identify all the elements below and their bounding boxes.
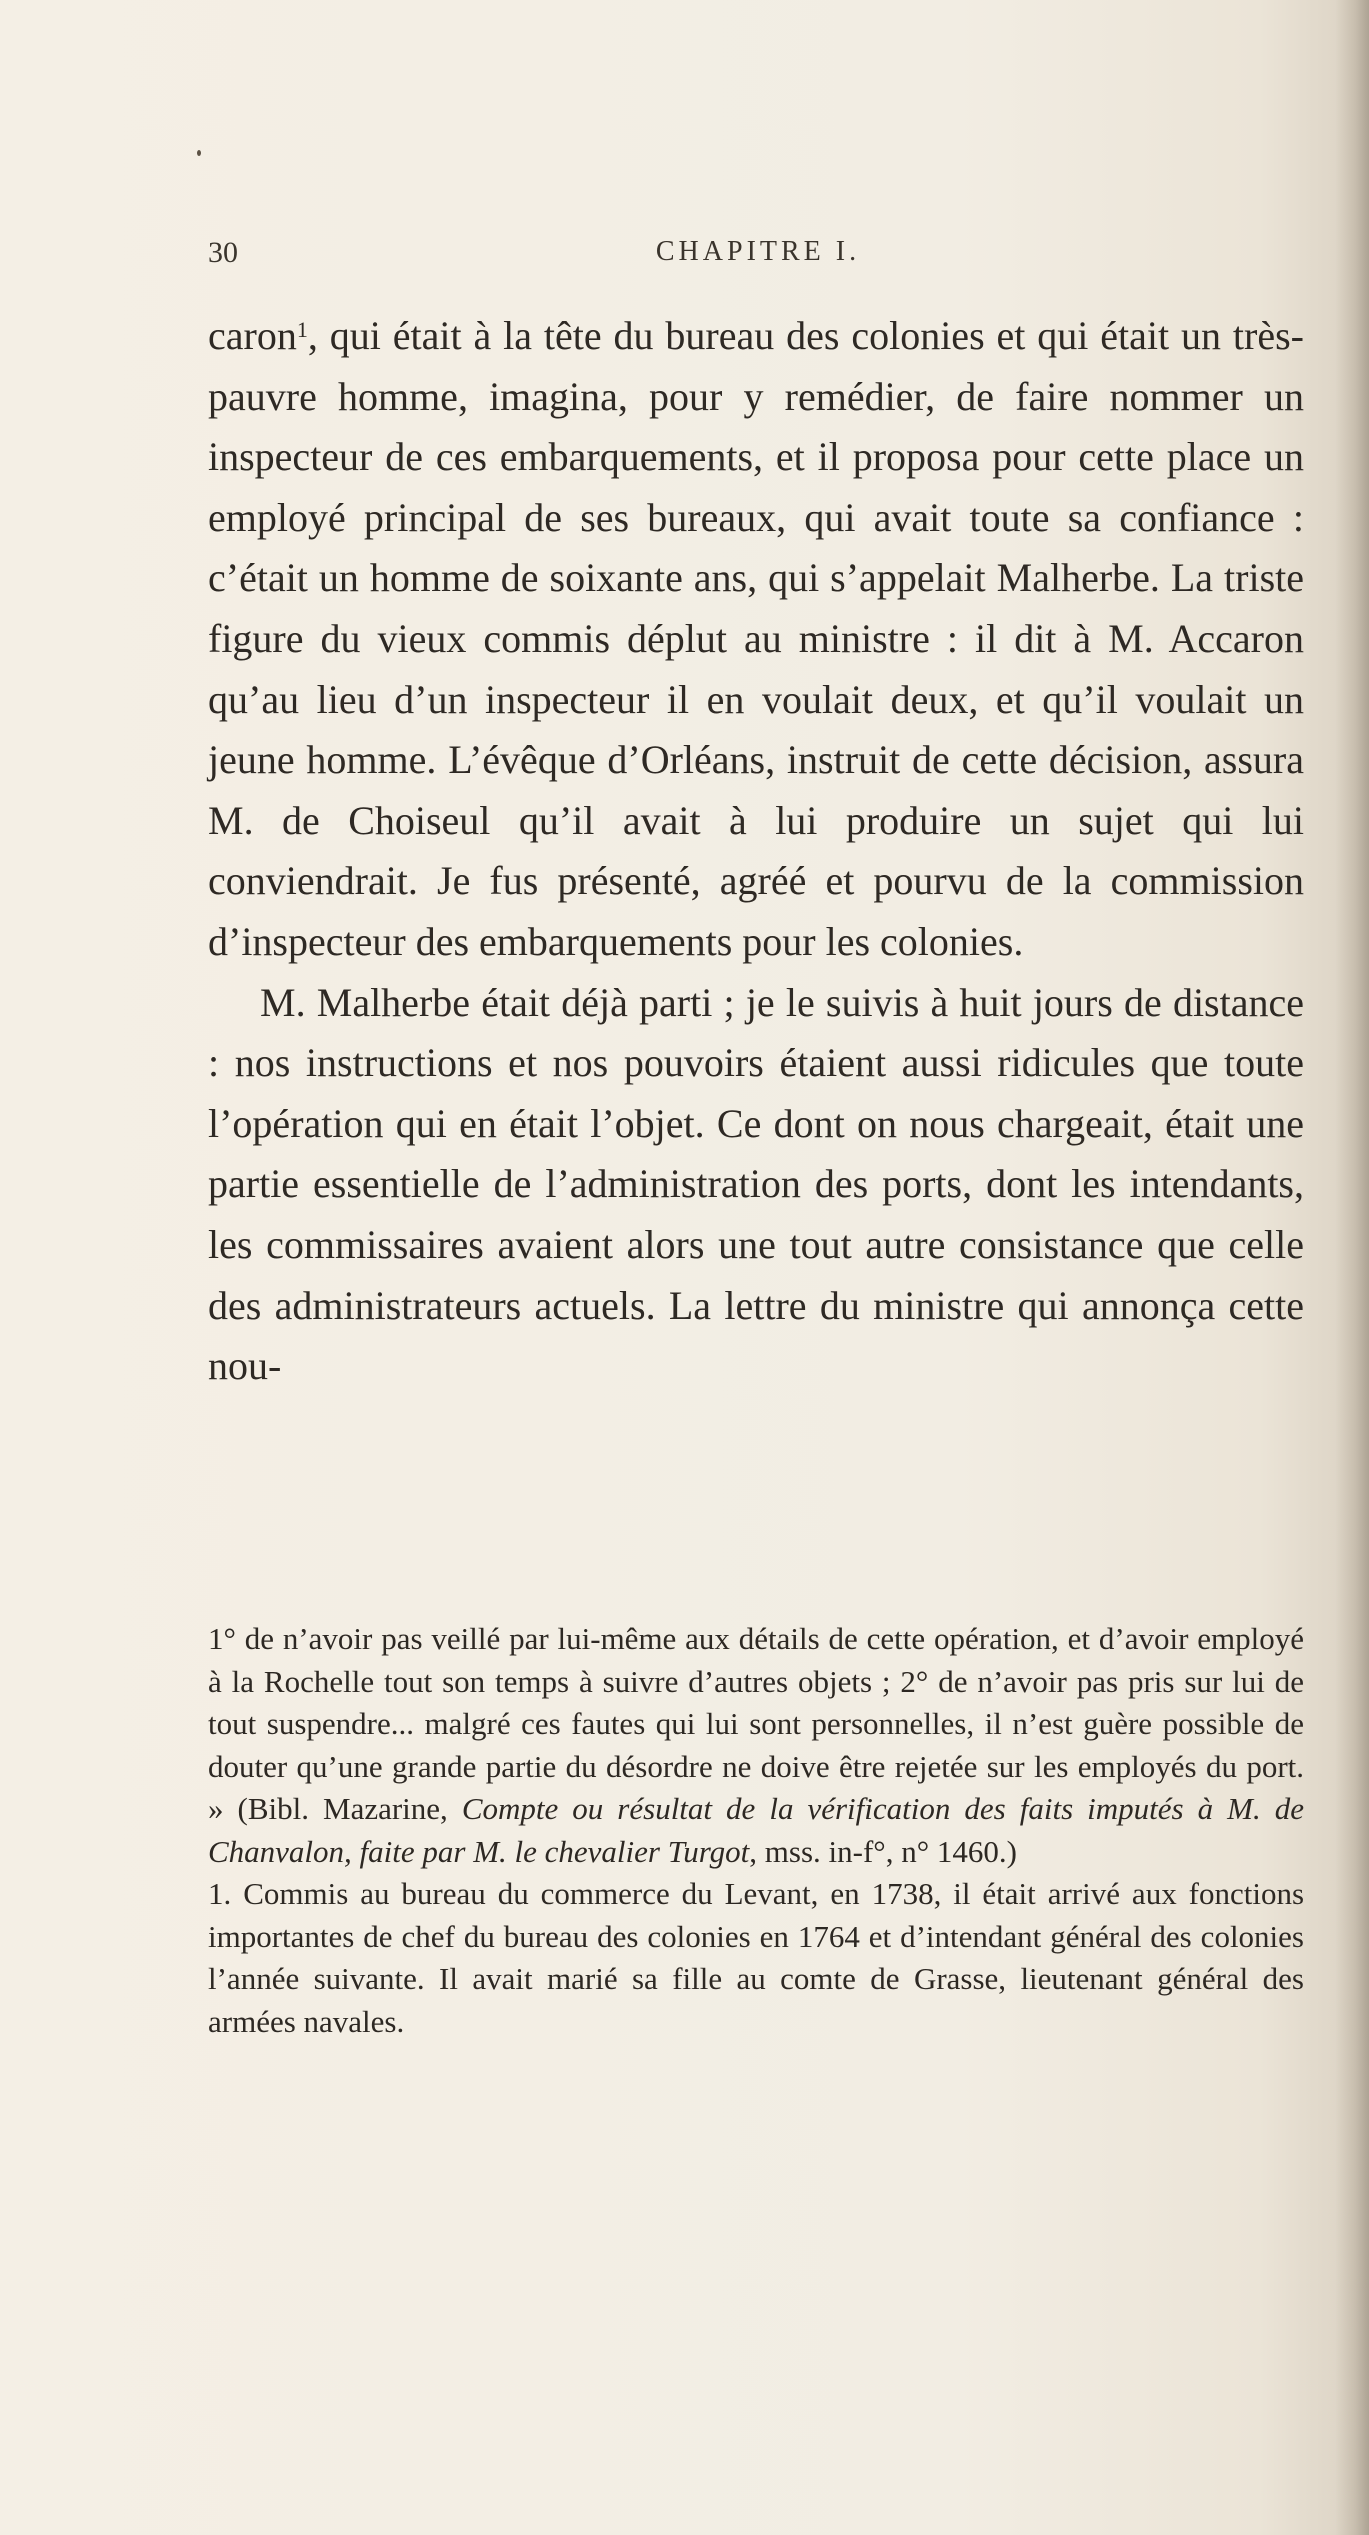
footnote-marker-1: 1 xyxy=(296,317,308,342)
ink-speck xyxy=(197,150,201,156)
page-edge-shadow xyxy=(1335,0,1369,2535)
paragraph-1 xyxy=(208,300,1304,973)
footnotes xyxy=(208,1618,1304,2043)
footnote-citation-title: Compte ou résultat de la vérification des faits imputés à M. de Chanvalon, faite par M. le chevalier Turgot xyxy=(208,1791,1304,1869)
paragraph-2: M. Malherbe était déjà parti ; je le suivis à huit jours de distance : nos instructions et nos pouvoirs étaient aussi ridicules que toute l’opération qui en était l’objet. Ce dont on nous chargeait, était une partie essentielle de l’administration des ports, dont les intendants, les commissaires avaient alors une tout autre consistance que celle des administrateurs actuels. La lettre du ministre qui annonça cette nou- xyxy=(208,979,1304,1389)
footnote-1 xyxy=(208,1873,1304,2043)
footnote-1-text: Commis au bureau du commerce du Levant, en 1738, il était arrivé aux fonctions importantes de chef du bureau des colonies en 1764 et d’intendant général des colonies l’année suivante. Il avait marié sa fille au comte de Grasse, lieutenant général des armées navales. xyxy=(208,1876,1305,2039)
footnote-1-marker: 1. xyxy=(208,1876,232,1911)
page-header xyxy=(208,236,1308,276)
main-text xyxy=(208,300,1304,1397)
running-head: CHAPITRE I. xyxy=(655,236,861,267)
paragraph-1-start: caron xyxy=(208,313,297,359)
paragraph-1-text: , qui était à la tête du bureau des colonies et qui était un très-pauvre homme, imagina, pour y remédier, de faire nommer un inspecteur de ces embarquements, et il proposa pour cette place un employé principal de ses bureaux, qui avait toute sa confiance : c’était un homme de soixante ans, qui s’appelait Malherbe. La triste figure du vieux commis déplut au ministre : il dit à M. Accaron qu’au lieu d’un inspecteur il en voulait deux, et qu’il voulait un jeune homme. L’évêque d’Orléans, instruit de cette décision, assura M. de Choiseul qu’il avait à lui produire un sujet qui lui conviendrait. Je fus présenté, agréé et pourvu de la commission d’inspecteur des embarquements pour les colonies. xyxy=(208,313,1304,965)
footnote-continuation-text-2: , mss. in-f°, n° 1460.) xyxy=(749,1833,1017,1869)
footnote-continuation xyxy=(208,1618,1304,1873)
footnote-continuation-text-1: 1° de n’avoir pas veillé par lui-même aux détails de cette opération, et d’avoir employé à la Rochelle tout son temps à suivre d’autres objets ; 2° de n’avoir pas pris sur lui de tout suspendre... malgré ces fautes qui lui sont personnelles, il n’est guère possible de douter qu’une grande partie du désordre ne doive être rejetée sur les employés du port. » (Bibl. Mazarine, xyxy=(208,1621,1304,1826)
page-number: 30 xyxy=(208,236,238,269)
